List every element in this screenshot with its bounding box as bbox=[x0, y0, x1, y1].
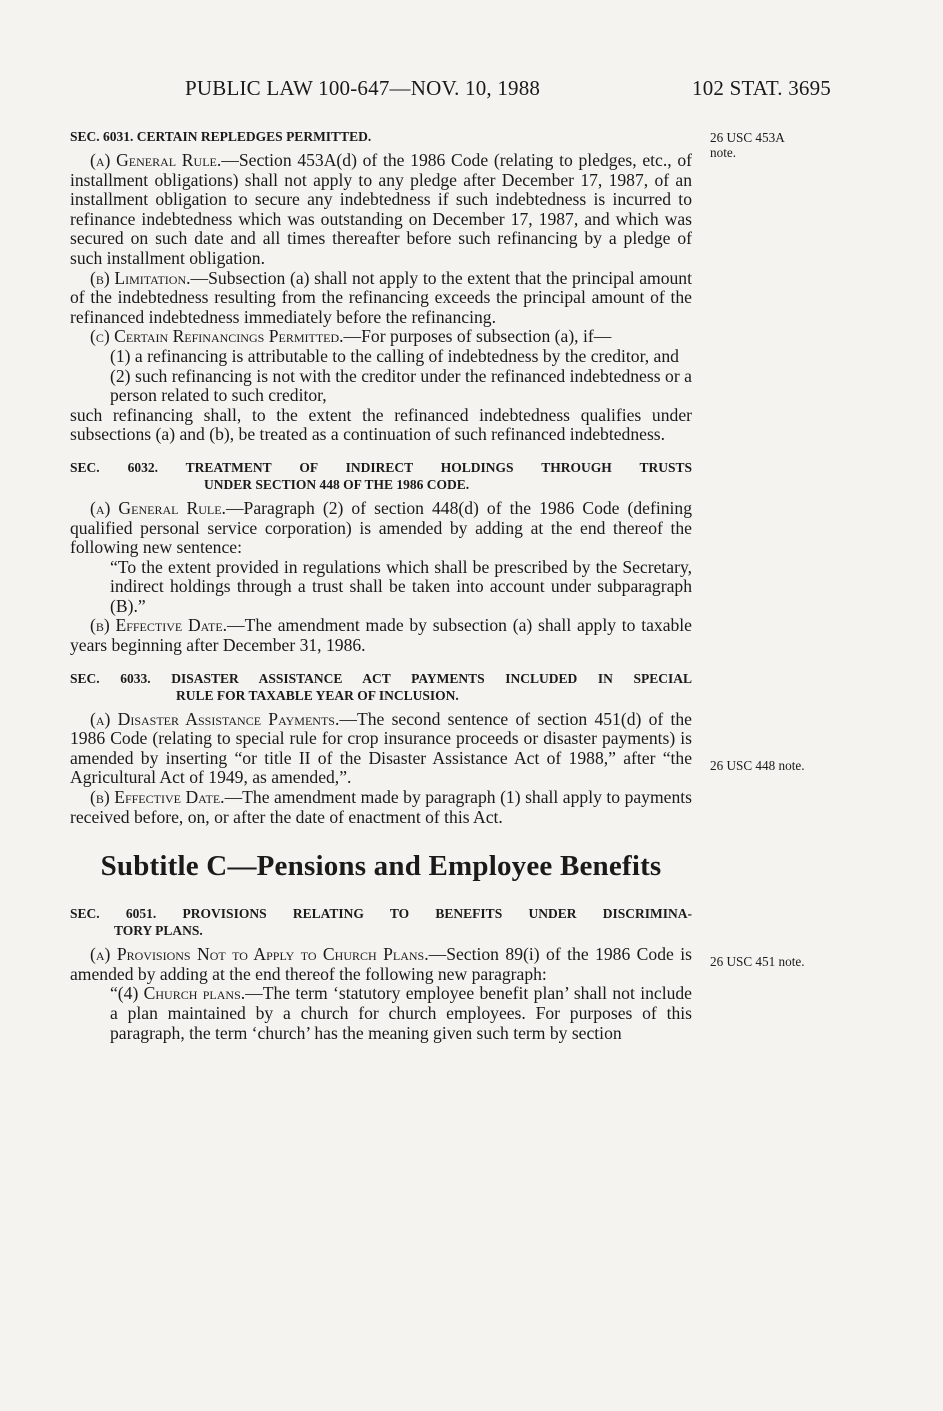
heading-line: RULE FOR TAXABLE YEAR OF INCLUSION. bbox=[176, 687, 459, 703]
quoted-paragraph-4 bbox=[70, 984, 692, 1043]
margin-note-text: 26 USC 453A bbox=[710, 130, 785, 145]
heading-line: SEC. 6033. DISASTER ASSISTANCE ACT PAYMENTS INCLUDED IN SPECIAL bbox=[70, 670, 692, 686]
heading-line: SEC. 6051. PROVISIONS RELATING TO BENEFITS UNDER DISCRIMINA- bbox=[70, 906, 692, 922]
subsection-text: —The amendment made by subsection (a) shall apply to taxable years beginning after December 31, 1986. bbox=[70, 615, 692, 656]
quoted-text: “To the extent provided in regulations which shall be prescribed by the Secretary, indirect holdings through a trust shall be taken into account under subparagraph (B).” bbox=[110, 556, 692, 616]
subsection-text: —The second sentence of section 451(d) of the 1986 Code (relating to special rule for crop insurance proceeds or disaster payments) is amended by inserting “or title II of the Disaster Assistance Act of 1988,” after “the Agricultural Act of 1949, as amended,”. bbox=[70, 708, 692, 788]
margin-note-text: note. bbox=[710, 145, 737, 160]
main-text-column bbox=[70, 128, 692, 1043]
subsection-label: (a) General Rule. bbox=[90, 497, 226, 518]
quoted-amendment-6032 bbox=[70, 558, 692, 617]
margin-note-451: 26 USC 451 note. bbox=[710, 954, 805, 969]
paragraph-6033-a bbox=[70, 710, 692, 788]
paragraph-6031-a bbox=[70, 151, 692, 269]
paragraph-6051-a bbox=[70, 945, 692, 984]
subsection-label: (a) Provisions Not to Apply to Church Plans. bbox=[90, 944, 429, 965]
quoted-text bbox=[110, 984, 692, 1043]
subsection-text: —For purposes of subsection (a), if— bbox=[343, 326, 612, 347]
subsection-label: (a) General Rule. bbox=[90, 150, 222, 170]
subsection-text: —Paragraph (2) of section 448(d) of the 1986 Code (defining qualified personal service corporation) is amended by adding at the end thereof the following new sentence: bbox=[70, 497, 692, 558]
paragraph-6031-c1: (1) a refinancing is attributable to the calling of indebtedness by the creditor, and bbox=[110, 345, 679, 366]
subtitle-heading: Subtitle C—Pensions and Employee Benefits bbox=[100, 850, 662, 883]
subsection-text: —Section 89(i) of the 1986 Code is amended by adding at the end thereof the following new paragraph: bbox=[70, 944, 692, 984]
subsection-text: —Subsection (a) shall not apply to the extent that the principal amount of the indebtedness resulting from the refinancing exceeds the principal amount of the refinanced indebtedness immediately before the refinancing. bbox=[70, 267, 692, 327]
section-heading-6032 bbox=[70, 459, 692, 493]
section-heading-6033 bbox=[70, 670, 692, 704]
subsection-text: —Section 453A(d) of the 1986 Code (relating to pledges, etc., of installment obligations) shall not apply to any pledge after December 17, 1987, of an installment obligation to secure any indebtedness if such indebtedness is incurred to refinance indebtedness which was outstanding on December 17, 1987, and which was secured on such date and all times thereafter before such refinancing by a pledge of such installment obligation. bbox=[70, 150, 692, 268]
paragraph-6032-b bbox=[70, 616, 692, 655]
paragraph-6031-c bbox=[70, 327, 692, 347]
heading-line: SEC. 6032. TREATMENT OF INDIRECT HOLDINGS THROUGH TRUSTS bbox=[70, 459, 692, 475]
header-public-law: PUBLIC LAW 100-647—NOV. 10, 1988 bbox=[185, 76, 541, 100]
heading-line: TORY PLANS. bbox=[114, 923, 203, 939]
margin-note-448: 26 USC 448 note. bbox=[710, 758, 805, 773]
subsection-label: (b) Limitation. bbox=[90, 267, 191, 288]
paragraph-label: “(4) Church plans. bbox=[110, 983, 246, 1004]
subsection-label: (b) Effective Date. bbox=[90, 787, 225, 808]
paragraph-6033-b bbox=[70, 788, 692, 827]
margin-note-453a bbox=[710, 130, 890, 160]
paragraph-6031-c-tail: such refinancing shall, to the extent the refinanced indebtedness qualifies under subsections (a) and (b), be treated as a continuation of such refinanced indebtedness. bbox=[70, 404, 692, 445]
section-heading-6031: SEC. 6031. CERTAIN REPLEDGES PERMITTED. bbox=[70, 129, 372, 144]
subsection-label: (a) Disaster Assistance Payments. bbox=[90, 708, 340, 729]
paragraph-text: —The term ‘statutory employee benefit plan’ shall not include a plan maintained by a church for church employees. For purposes of this paragraph, the term ‘church’ has the meaning given such term by section bbox=[110, 983, 692, 1043]
header-stat-page: 102 STAT. 3695 bbox=[692, 76, 831, 100]
subsection-text: —The amendment made by paragraph (1) shall apply to payments received before, on, or after the date of enactment of this Act. bbox=[70, 787, 692, 827]
subsection-label: (b) Effective Date. bbox=[90, 615, 228, 636]
section-heading-6051 bbox=[70, 905, 692, 939]
subsection-label: (c) Certain Refinancings Permitted. bbox=[90, 326, 344, 347]
paragraph-6031-c2: (2) such refinancing is not with the creditor under the refinanced indebtedness or a person related to such creditor, bbox=[110, 365, 692, 406]
heading-line: UNDER SECTION 448 OF THE 1986 CODE. bbox=[204, 476, 470, 492]
paragraph-6031-b bbox=[70, 269, 692, 328]
paragraph-6032-a bbox=[70, 499, 692, 558]
